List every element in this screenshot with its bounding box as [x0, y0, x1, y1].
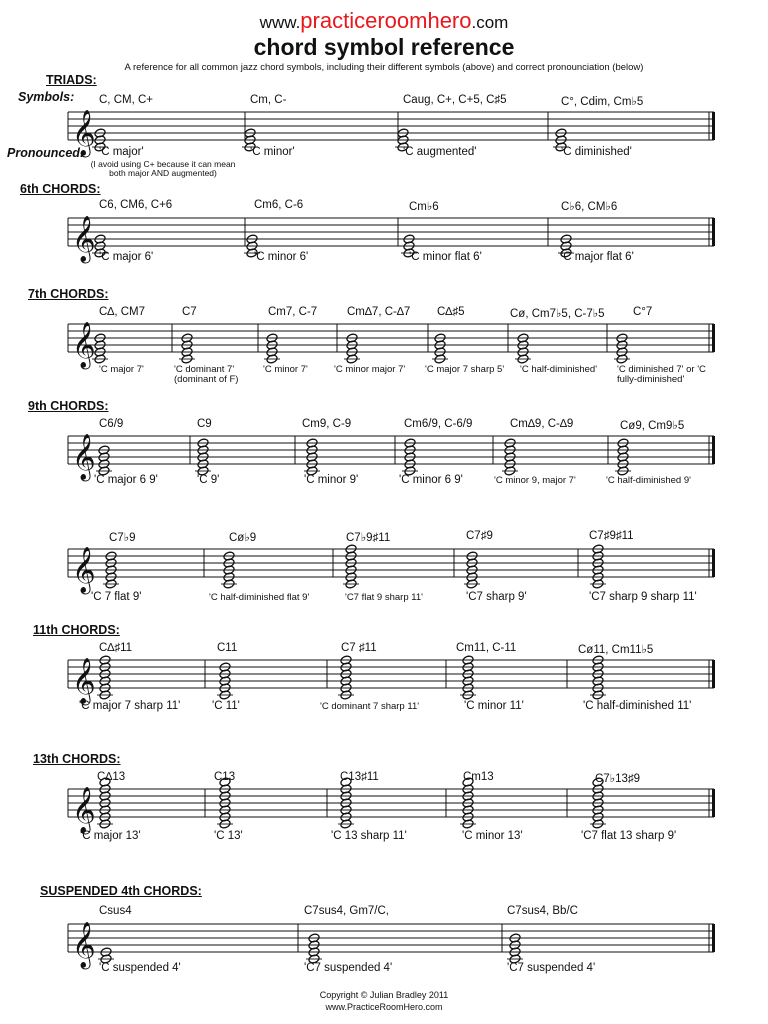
pronunciation: 'C 7 flat 9': [91, 591, 142, 603]
pronounced-label: Pronounced:: [7, 146, 85, 160]
treble-clef-icon: 𝄞: [72, 110, 96, 156]
thirteenth-heading: 13th CHORDS:: [33, 752, 121, 766]
chord-symbol: C, CM, C+: [99, 94, 153, 106]
site-brand: practiceroomhero: [300, 8, 472, 33]
pronunciation: 'C dominant 7 sharp 11': [320, 701, 420, 712]
pronunciation: 'C7 flat 9 sharp 11': [345, 592, 423, 603]
chord-symbol: Csus4: [99, 905, 132, 917]
chord-symbol: Cm, C-: [250, 94, 287, 106]
pronunciation: 'C major 7': [99, 364, 144, 375]
chord-symbol: C∆, CM7: [99, 306, 146, 318]
chord-symbol: Cm6, C-6: [254, 199, 304, 211]
chord-symbol: C6/9: [99, 418, 124, 430]
pronunciation: 'C augmented': [403, 146, 477, 158]
chord-symbol: Cm∆7, C-∆7: [347, 306, 411, 318]
eleventh-heading: 11th CHORDS:: [33, 623, 120, 637]
treble-clef-icon: 𝄞: [72, 547, 96, 593]
treble-clef-icon: 𝄞: [72, 216, 96, 262]
chord-symbol: C°7: [633, 306, 653, 318]
chord-symbol: C∆♯11: [99, 642, 133, 654]
copyright: Copyright © Julian Bradley 2011: [319, 990, 449, 1000]
chord-symbol: C7sus4, Bb/C: [507, 905, 578, 917]
sixth-heading: 6th CHORDS:: [20, 182, 101, 196]
chord-symbol: C7♭9: [109, 532, 136, 544]
pronunciation: 'C major 6': [99, 251, 154, 263]
chord-symbol: C7sus4, Gm7/C,: [304, 905, 389, 917]
triads-heading: TRIADS:: [46, 73, 97, 87]
pronunciation: 'C suspended 4': [99, 962, 181, 974]
pronunciation: 'C half-diminished': [520, 364, 598, 375]
chord-symbol: C7♭9♯11: [346, 532, 391, 544]
chord-symbol: Cø9, Cm9♭5: [620, 420, 685, 432]
final-barline-thick: [712, 660, 715, 688]
final-barline-thick: [712, 112, 715, 140]
pronunciation: 'C7 flat 13 sharp 9': [581, 830, 677, 842]
chord-symbol: C∆13: [97, 771, 126, 783]
chord-symbol: C♭6, CM♭6: [561, 201, 618, 213]
symbols-label: Symbols:: [18, 90, 75, 104]
chord-symbol: Cø11, Cm11♭5: [578, 644, 654, 656]
chord-symbol: Cm9, C-9: [302, 418, 352, 430]
triads-note: (I avoid using C+ because it can mean both major AND augmented): [90, 159, 236, 178]
pronunciation: 'C half-diminished 9': [606, 475, 691, 486]
pronunciation: 'C dominant 7' (dominant of F): [174, 364, 239, 385]
chord-symbol: C°, Cdim, Cm♭5: [561, 96, 644, 108]
final-barline-thick: [712, 924, 715, 952]
pronunciation: 'C major 6 9': [94, 474, 158, 486]
chord-symbol: C7♭13♯9: [595, 773, 641, 785]
final-barline-thick: [712, 218, 715, 246]
pronunciation: 'C minor 13': [462, 830, 523, 842]
pronunciation: 'C diminished 7' or 'C fully-diminished': [617, 364, 706, 385]
treble-clef-icon: 𝄞: [72, 322, 96, 368]
pronunciation: 'C7 suspended 4': [304, 962, 393, 974]
chord-symbol: C6, CM6, C+6: [99, 199, 173, 211]
pronunciation: 'C minor 6 9': [399, 474, 463, 486]
final-barline-thick: [712, 789, 715, 817]
pronunciation: 'C minor major 7': [334, 364, 406, 375]
chord-symbol: Cm6/9, C-6/9: [404, 418, 473, 430]
chord-symbol: C7 ♯11: [341, 642, 377, 654]
chord-symbol: C13♯11: [340, 771, 379, 783]
chord-symbol: C11: [217, 642, 238, 654]
chord-symbol: C7♯9♯11: [589, 530, 634, 542]
chord-symbol: Cm∆9, C-∆9: [510, 418, 574, 430]
chord-symbol: Cm♭6: [409, 201, 439, 213]
seventh-heading: 7th CHORDS:: [28, 287, 109, 301]
pronunciation: 'C 11': [212, 700, 240, 712]
pronunciation: 'C 13': [214, 830, 243, 842]
pronunciation: 'C major 7 sharp 5': [425, 364, 505, 375]
chord-symbol: C9: [197, 418, 212, 430]
pronunciation: 'C minor 11': [464, 700, 524, 712]
chord-symbol: Cø, Cm7♭5, C-7♭5: [510, 308, 605, 320]
pronunciation: 'C minor 9': [304, 474, 359, 486]
chord-symbol: Cm7, C-7: [268, 306, 318, 318]
pronunciation: 'C major': [99, 146, 144, 158]
page-title: chord symbol reference: [253, 34, 515, 60]
pronunciation: 'C major 7 sharp 11': [79, 700, 181, 712]
treble-clef-icon: 𝄞: [72, 787, 96, 833]
footer-site[interactable]: www.PracticeRoomHero.com: [325, 1002, 443, 1012]
pronunciation: 'C7 sharp 9 sharp 11': [589, 591, 697, 603]
chord-symbol: Cm13: [463, 771, 494, 783]
pronunciation: 'C 13 sharp 11': [331, 830, 407, 842]
pronunciation: 'C7 sharp 9': [466, 591, 527, 603]
chord-symbol: C∆♯5: [437, 306, 465, 318]
chord-symbol: Cm11, C-11: [456, 642, 517, 654]
final-barline-thick: [712, 549, 715, 577]
site-url[interactable]: www.practiceroomhero.com: [259, 8, 509, 33]
treble-clef-icon: 𝄞: [72, 658, 96, 704]
final-barline-thick: [712, 436, 715, 464]
ninth-heading: 9th CHORDS:: [28, 399, 109, 413]
pronunciation: 'C major flat 6': [561, 251, 634, 263]
page-subtitle: A reference for all common jazz chord symbols, including their different symbols (above) and correct pronounciation (below): [124, 62, 644, 73]
chord-symbol: C13: [214, 771, 236, 783]
chord-symbol: C7♯9: [466, 530, 493, 542]
pronunciation: 'C minor flat 6': [409, 251, 482, 263]
treble-clef-icon: 𝄞: [72, 434, 96, 480]
pronunciation: 'C diminished': [561, 146, 632, 158]
pronunciation: 'C minor 7': [263, 364, 308, 375]
pronunciation: 'C minor 9, major 7': [494, 475, 576, 486]
pronunciation: 'C minor 6': [254, 251, 309, 263]
pronunciation: 'C half-diminished flat 9': [209, 592, 310, 603]
chord-symbol: C7: [182, 306, 197, 318]
pronunciation: 'C minor': [250, 146, 295, 158]
suspended-heading: SUSPENDED 4th CHORDS:: [40, 884, 202, 898]
treble-clef-icon: 𝄞: [72, 922, 96, 968]
chord-symbol: Cø♭9: [229, 532, 257, 544]
pronunciation: 'C 9': [197, 474, 220, 486]
chord-symbol: Caug, C+, C+5, C♯5: [403, 94, 507, 106]
pronunciation: 'C half-diminished 11': [583, 700, 692, 712]
final-barline-thick: [712, 324, 715, 352]
pronunciation: 'C7 suspended 4': [507, 962, 596, 974]
pronunciation: 'C major 13': [80, 830, 141, 842]
